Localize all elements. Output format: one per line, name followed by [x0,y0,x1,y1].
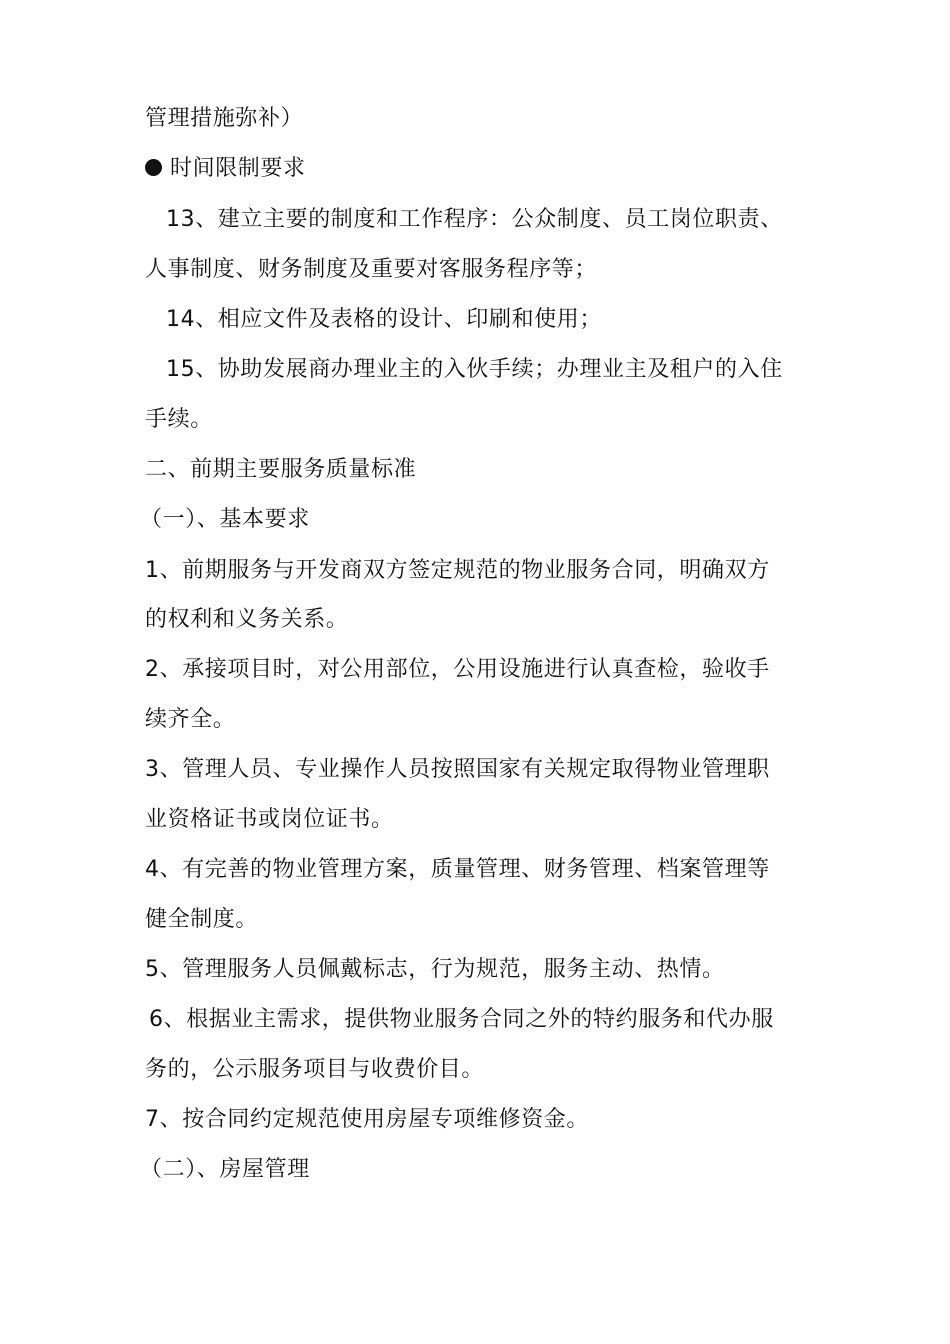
bullet-item [145,154,825,184]
text-line: 的权利和义务关系。 [145,607,349,632]
text-line: 健全制度。 [145,907,259,932]
text-line: 业资格证书或岗位证书。 [145,807,394,832]
text-line: 续齐全。 [145,707,236,732]
text-line: 3、管理人员、专业操作人员按照国家有关规定取得物业管理职 [145,757,770,782]
text-line: 13、建立主要的制度和工作程序：公众制度、员工岗位职责、 [166,207,783,232]
text-line: 手续。 [145,407,213,432]
text-line: 5、管理服务人员佩戴标志，行为规范，服务主动、热情。 [145,957,725,982]
text-line: 务的，公示服务项目与收费价目。 [145,1057,485,1082]
text-line: 人事制度、财务制度及重要对客服务程序等； [145,257,598,282]
text-line: 14、相应文件及表格的设计、印刷和使用； [166,307,602,332]
text-line: 7、按合同约定规范使用房屋专项维修资金。 [145,1107,589,1132]
text-line: 4、有完善的物业管理方案，质量管理、财务管理、档案管理等 [145,857,770,882]
bullet-text: 时间限制要求 [170,156,306,181]
bullet-icon [145,159,162,176]
subsection-heading: （二）、房屋管理 [140,1157,310,1182]
text-line: 2、承接项目时，对公用部位，公用设施进行认真查检，验收手 [145,657,770,682]
text-line: 15、协助发展商办理业主的入伙手续；办理业主及租户的入住 [166,357,783,382]
subsection-heading: （一）、基本要求 [140,507,310,532]
text-line: 管理措施弥补） [145,106,304,131]
text-line: 1、前期服务与开发商双方签定规范的物业服务合同，明确双方 [145,558,770,583]
text-line: 6、根据业主需求，提供物业服务合同之外的特约服务和代办服 [149,1007,774,1032]
section-heading: 二、前期主要服务质量标准 [145,457,417,482]
